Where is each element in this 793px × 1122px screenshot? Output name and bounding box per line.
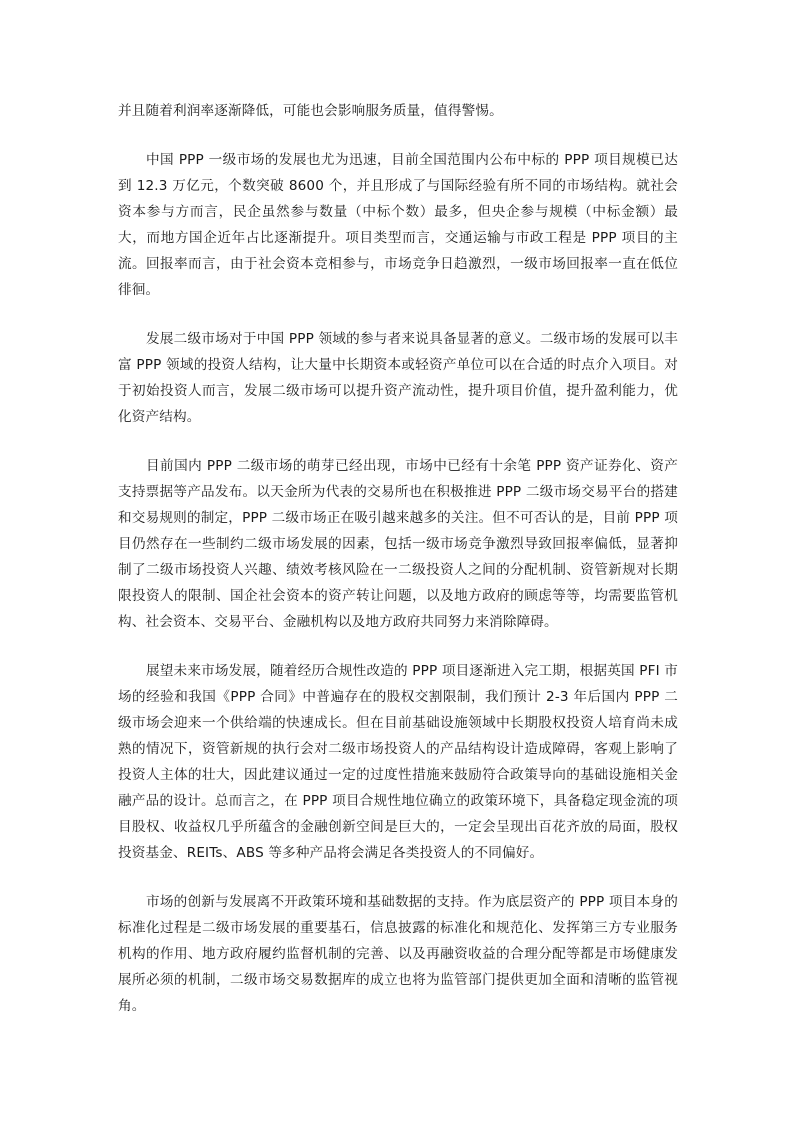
paragraph-policy-support: 市场的创新与发展离不开政策环境和基础数据的支持。作为底层资产的 PPP 项目本身的标准化过程是二级市场发展的重要基石，信息披露的标准化和规范化、发挥第三方专业服务机构的作用、地方政府履约监督机制的完善、以及再融资收益的合理分配等都是市场健康发展所必须的机制，二级市场交易数据库的成立也将为监管部门提供更加全面和清晰的监管视角。	[118, 894, 678, 1014]
paragraph-secondary-market-significance: 发展二级市场对于中国 PPP 领域的参与者来说具备显著的意义。二级市场的发展可以丰富 PPP 领域的投资人结构，让大量中长期资本或轻资产单位可以在合适的时点介入项目。对于初始投资人而言，发展二级市场可以提升资产流动性，提升项目价值，提升盈利能力，优化资产结构。	[118, 331, 678, 425]
paragraph-secondary-market-status: 目前国内 PPP 二级市场的萌芽已经出现，市场中已经有十余笔 PPP 资产证券化、资产支持票据等产品发布。以天金所为代表的交易所也在积极推进 PPP 二级市场交易平台的搭建和交易规则的制定，PPP 二级市场正在吸引越来越多的关注。但不可否认的是，目前 PPP 项目仍然存在一些制约二级市场发展的因素，包括一级市场竞争激烈导致回报率偏低，显著抑制了二级市场投资人兴趣、绩效考核风险在一二级投资人之间的分配机制、资管新规对长期限投资人的限制、国企社会资本的资产转让问题，以及地方政府的顾虑等等，均需要监管机构、社会资本、交易平台、金融机构以及地方政府共同努力来消除障碍。	[118, 458, 678, 630]
paragraph-outlook: 展望未来市场发展，随着经历合规性改造的 PPP 项目逐渐进入完工期，根据英国 PFI 市场的经验和我国《PPP 合同》中普遍存在的股权交割限制，我们预计 2-3 年后国内 PPP 二级市场会迎来一个供给端的快速成长。但在目前基础设施领域中长期股权投资人培育尚未成熟的情况下，资管新规的执行会对二级市场投资人的产品结构设计造成障碍，客观上影响了投资人主体的壮大，因此建议通过一定的过度性措施来鼓励符合政策导向的基础设施相关金融产品的设计。总而言之，在 PPP 项目合规性地位确立的政策环境下，具备稳定现金流的项目股权、收益权几乎所蕴含的金融创新空间是巨大的，一定会呈现出百花齐放的局面，股权投资基金、REITs、ABS 等多种产品将会满足各类投资人的不同偏好。	[118, 663, 678, 861]
document-page	[118, 98, 678, 1042]
paragraph-primary-market: 中国 PPP 一级市场的发展也尤为迅速，目前全国范围内公布中标的 PPP 项目规模已达到 12.3 万亿元，个数突破 8600 个，并且形成了与国际经验有所不同的市场结构。就社会资本参与方而言，民企虽然参与数量（中标个数）最多，但央企参与规模（中标金额）最大，而地方国企近年占比逐渐提升。项目类型而言，交通运输与市政工程是 PPP 项目的主流。回报率而言，由于社会资本竞相参与，市场竞争日趋激烈，一级市场回报率一直在低位徘徊。	[118, 152, 678, 298]
paragraph-continuation: 并且随着利润率逐渐降低，可能也会影响服务质量，值得警惕。	[118, 103, 503, 119]
